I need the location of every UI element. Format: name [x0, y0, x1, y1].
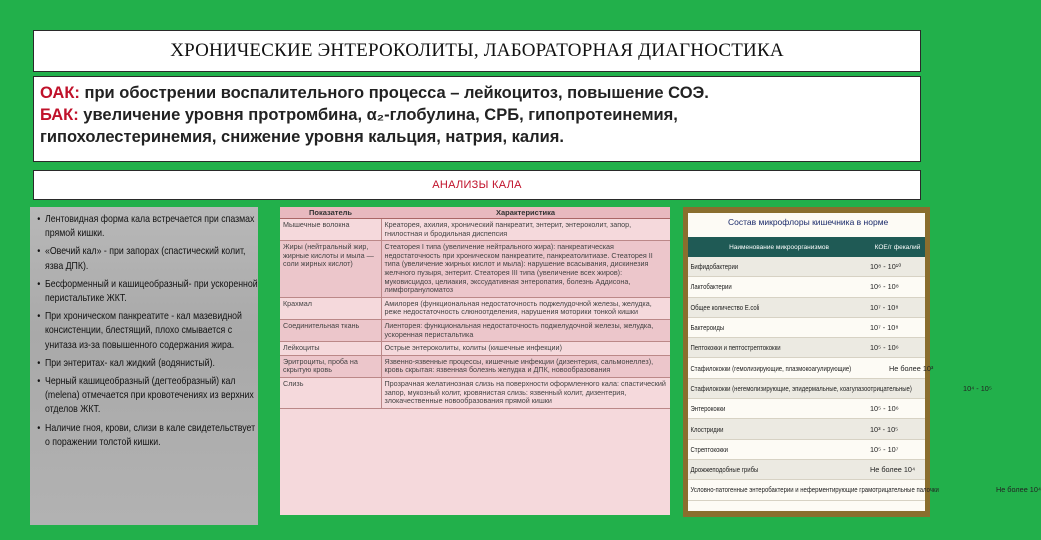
- table-cell: Стеаторея I типа (увеличение нейтрального жира): панкреатическая недостаточность при хроническом панкреатите, панкреатолитиазе. Стеаторея II типа (увеличение жирных кислот и мыла): нарушение всасывания, дискинезия желчного пузыря, энтерит. Стеаторея III типа (увеличение всех жиров): муковисцидоз, целиакия, экссудативная энтеропатия, болезнь Аддисона, лимфогрануломатоз: [381, 241, 670, 298]
- cfu-value: Не более 10⁴: [995, 485, 1041, 495]
- microflora-title: Состав микрофлоры кишечника в норме: [728, 217, 889, 227]
- bak-line-continued: гипохолестеринемия, снижение уровня кальция, натрия, калия.: [40, 128, 564, 146]
- list-item: • Бесформенный и кашицеобразный- при ускоренной перистальтике ЖКТ.: [45, 278, 260, 306]
- bak-label: БАК:: [40, 106, 79, 124]
- microflora-table-image: [683, 207, 1041, 517]
- table-cell: Острые энтероколиты, колиты (кишечные инфекции): [381, 342, 670, 356]
- coprogram-table: [280, 207, 670, 409]
- slide-title-box: [33, 30, 921, 72]
- table-cell: Прозрачная желатинозная слизь на поверхности оформленного кала: спастический запор, мукозный колит, кровянистая слизь: язвенный колит, дизентерия, злокачественные новообразования прямой кишки: [381, 377, 670, 408]
- table-row: [688, 399, 925, 419]
- table-cell: Язвенно-язвенные процессы, кишечные инфекции (дизентерия, сальмонеллез), кровь скрытая: язвенная болезнь желудка и ДПК, новообразования: [381, 355, 670, 377]
- cfu-value: 10⁵ - 10⁶: [870, 343, 899, 353]
- table-row: [280, 377, 670, 408]
- microflora-header-row: [688, 237, 925, 257]
- organism-name: Стафилококки (негемолизирующие, эпидермальные, коагулазоотрицательные): [690, 383, 912, 393]
- table-row: [280, 319, 670, 341]
- organism-name: Стрептококки: [690, 444, 729, 454]
- oak-label: ОАК:: [40, 84, 80, 102]
- cfu-value: 10⁸ - 10¹⁰: [870, 262, 902, 272]
- organism-name: Общее количество E.coli: [690, 302, 760, 312]
- table-cell: Лейкоциты: [280, 342, 381, 356]
- column-header: Характеристика: [381, 207, 670, 219]
- list-item: • Черный кашицеобразный (дегтеобразный) кал (melena) отмечается при кровотечениях из верхних отделов ЖКТ.: [45, 375, 260, 418]
- bak-text: увеличение уровня протромбина, α₂-глобулина, СРБ, гипопротеинемия,: [78, 106, 678, 124]
- table-row: [688, 440, 925, 460]
- column-header: КОЕ/г фекалий: [874, 243, 921, 251]
- organism-name: Бактероиды: [690, 323, 725, 333]
- cfu-value: 10⁴ - 10⁵: [963, 383, 992, 393]
- table-row: [688, 358, 934, 378]
- organism-name: Условно-патогенные энтеробактерии и неферментирующие грамотрицательные палочки: [690, 485, 939, 495]
- coprogram-table-image: [280, 207, 670, 515]
- table-row: [688, 318, 925, 338]
- cfu-value: 10⁶ - 10⁸: [870, 282, 899, 292]
- organism-name: Стафилококки (гемолизирующие, плазмокоагулирующие): [690, 363, 852, 373]
- table-row: [688, 419, 925, 439]
- stool-analysis-subtitle: АНАЛИЗЫ КАЛА: [432, 179, 522, 191]
- cfu-value: 10⁵ - 10⁷: [870, 444, 899, 454]
- table-row: [688, 460, 925, 480]
- stool-form-image: [30, 207, 258, 525]
- table-cell: Крахмал: [280, 297, 381, 319]
- cfu-value: 10³ - 10⁵: [870, 424, 899, 434]
- organism-name: Дрожжеподобные грибы: [690, 465, 759, 475]
- organism-name: Клостридии: [690, 424, 724, 434]
- subtitle-box: [33, 170, 921, 200]
- organism-name: Лактобактерии: [690, 282, 732, 292]
- bak-line: [40, 104, 920, 126]
- table-row: [280, 241, 670, 298]
- table-row: [688, 277, 925, 297]
- list-item: • При хроническом панкреатите - кал мазевидной консистенции, блестящий, плохо смывается с унитаза из-за повышенного содержания жира.: [45, 310, 260, 353]
- cfu-value: 10⁷ - 10⁸: [870, 302, 899, 312]
- table-row: [280, 219, 670, 241]
- cfu-value: Не более 10³: [888, 363, 934, 373]
- column-header: Показатель: [280, 207, 381, 219]
- column-header: Наименование микроорганизмов: [729, 243, 829, 251]
- organism-name: Бифидобактерии: [690, 262, 739, 272]
- table-cell: Соединительная ткань: [280, 319, 381, 341]
- list-item: • При энтеритах- кал жидкий (водянистый).: [45, 357, 260, 371]
- table-cell: Лиенторея: функциональная недостаточность поджелудочной железы, желудка, ускоренная перистальтика: [381, 319, 670, 341]
- oak-text: при обострении воспалительного процесса – лейкоцитоз, повышение СОЭ.: [79, 84, 709, 102]
- table-row: [688, 480, 1041, 500]
- oak-line: [40, 82, 920, 104]
- table-cell: Амилорея (функциональная недостаточность поджелудочной железы, желудка, реже недостаточность слюноотделения, нарушения моторики тонкой кишки: [381, 297, 670, 319]
- organism-name: Энтерококки: [690, 404, 726, 414]
- cfu-value: 10⁷ - 10⁸: [870, 323, 899, 333]
- microflora-rows: [688, 257, 1041, 501]
- microflora-table: [688, 213, 1041, 511]
- organism-name: Пептококки и пептострептококки: [690, 343, 781, 353]
- table-header-row: [280, 207, 670, 219]
- table-cell: Эритроциты, проба на скрытую кровь: [280, 355, 381, 377]
- table-cell: Креаторея, ахилия, хронический панкреатит, энтерит, энтероколит, запор, гнилостная и бродильная диспепсия: [381, 219, 670, 241]
- list-item: • «Овечий кал» - при запорах (спастический колит, язва ДПК).: [45, 245, 260, 273]
- table-row: [280, 355, 670, 377]
- slide-title: ХРОНИЧЕСКИЕ ЭНТЕРОКОЛИТЫ, ЛАБОРАТОРНАЯ ДИАГНОСТИКА: [170, 40, 784, 61]
- table-cell: Слизь: [280, 377, 381, 408]
- cfu-value: 10⁵ - 10⁶: [870, 404, 899, 414]
- lab-findings-box: [33, 76, 921, 162]
- table-row: [688, 298, 925, 318]
- table-row: [688, 338, 925, 358]
- list-item: • Лентовидная форма кала встречается при спазмах прямой кишки.: [45, 213, 260, 241]
- table-row: [280, 342, 670, 356]
- table-row: [688, 379, 992, 399]
- table-row: [688, 257, 925, 277]
- table-row: [280, 297, 670, 319]
- list-item: • Наличие гноя, крови, слизи в кале свидетельствует о поражении толстой кишки.: [45, 422, 260, 450]
- table-cell: Жиры (нейтральный жир, жирные кислоты и мыла — соли жирных кислот): [280, 241, 381, 298]
- cfu-value: Не более 10⁴: [870, 465, 916, 475]
- table-cell: Мышечные волокна: [280, 219, 381, 241]
- stool-form-list: [36, 213, 258, 450]
